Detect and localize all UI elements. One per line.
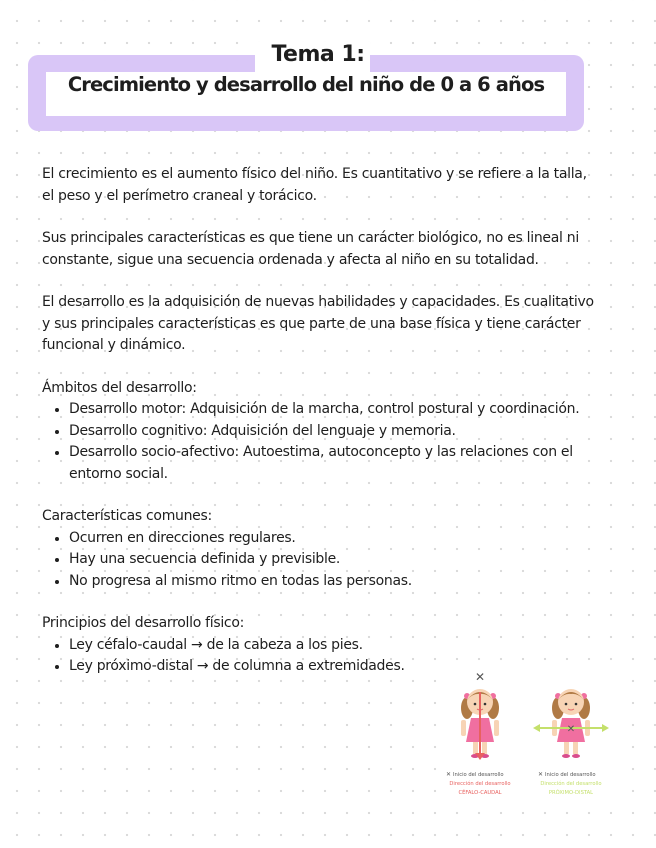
start-x-icon: ✕ [474, 670, 486, 684]
list-item: • Ocurren en direcciones regulares. [69, 528, 602, 550]
caption-direction-right: Dirección del desarrollo [540, 781, 602, 787]
heading-caracteristicas: Características comunes: [42, 508, 212, 524]
heading-ambitos: Ámbitos del desarrollo: [42, 379, 197, 396]
list-item: • Ley próximo-distal → de columna a extremidades. [69, 656, 602, 678]
topic-number: Tema 1: [271, 42, 365, 67]
start-x-icon: ✕ [538, 771, 544, 778]
start-x-icon: ✕ [566, 724, 576, 735]
paragraph-caracteristicas-crecimiento: Sus principales características es que tiene un carácter biológico, no es lineal ni constante, sigue una secuencia ordenada y afecta al niño en su totalidad. [42, 230, 579, 268]
list-item: • Desarrollo socio-afectivo: Autoestima, autoconcepto y las relaciones con el entorno social. [69, 442, 602, 485]
body-content [42, 164, 602, 699]
paragraph-desarrollo: El desarrollo es la adquisición de nuevas habilidades y capacidades. Es cualitativo y sus principales características es que parte de una base física y tiene carácter funcional y dinámico. [42, 294, 594, 353]
list-item: • Hay una secuencia definida y previsible. [69, 549, 602, 571]
paragraph-crecimiento: El crecimiento es el aumento físico del niño. Es cuantitativo y se refiere a la talla, el peso y el perímetro craneal y torácico. [42, 166, 587, 204]
list-ambitos [42, 399, 602, 485]
list-item: • Ley céfalo-caudal → de la cabeza a los pies. [69, 635, 602, 657]
list-item: • No progresa al mismo ritmo en todas las personas. [69, 571, 602, 593]
caption-start-right: Inicio del desarrollo [545, 772, 596, 778]
list-caracteristicas [42, 528, 602, 593]
development-direction-illustration [440, 668, 620, 803]
caption-law-left: CÉFALO-CAUDAL [458, 790, 502, 796]
caption-direction-left: Dirección del desarrollo [449, 781, 511, 787]
caption-law-right: PRÓXIMO-DISTAL [548, 790, 594, 796]
heading-principios: Principios del desarrollo físico: [42, 615, 245, 631]
page-title: Crecimiento y desarrollo del niño de 0 a 6 años [67, 73, 545, 96]
list-item: • Desarrollo motor: Adquisición de la marcha, control postural y coordinación. [69, 399, 602, 421]
list-item: • Desarrollo cognitivo: Adquisición del lenguaje y memoria. [69, 421, 602, 443]
start-x-icon: ✕ [446, 771, 452, 778]
caption-start-left: Inicio del desarrollo [453, 772, 504, 778]
